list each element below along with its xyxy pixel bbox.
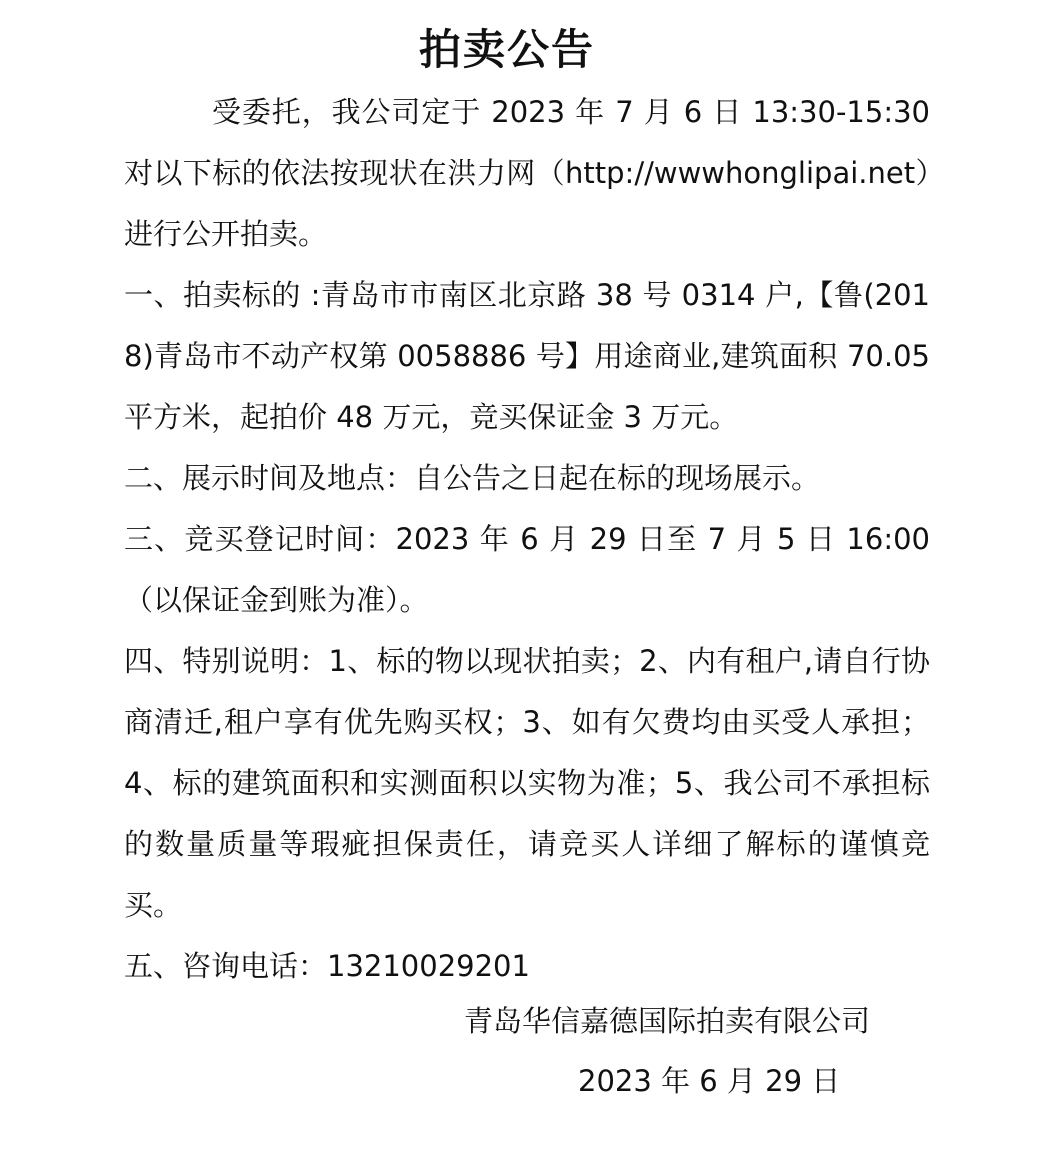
intro-paragraph: 受委托，我公司定于 2023 年 7 月 6 日 13:30-15:30 对以下标的依法按现状在洪力网（http://wwwhonglipai.net）进行公开拍卖。 [124,95,930,251]
document-body [124,82,930,997]
section-registration-time: 三、竞买登记时间：2023 年 6 月 29 日至 7 月 5 日 16:00（以保证金到账为准）。 [124,522,930,617]
document-title: 拍卖公告 [418,25,595,74]
signature-date: 2023 年 6 月 29 日 [578,1064,841,1098]
section-auction-item: 一、拍卖标的 :青岛市市南区北京路 38 号 0314 户,【鲁(2018)青岛市不动产权第 0058886 号】用途商业,建筑面积 70.05 平方米，起拍价 48 万元，竞买保证金 3 万元。 [124,278,930,434]
signature-company: 青岛华信嘉德国际拍卖有限公司 [464,1004,871,1038]
section-contact-phone: 五、咨询电话：13210029201 [124,949,530,983]
section-display-time: 二、展示时间及地点：自公告之日起在标的现场展示。 [124,461,821,495]
section-special-notes: 四、特别说明：1、标的物以现状拍卖；2、内有租户,请自行协商清迁,租户享有优先购买权；3、如有欠费均由买受人承担；4、标的建筑面积和实测面积以实物为准；5、我公司不承担标的数量质量等瑕疵担保责任，请竞买人详细了解标的谨慎竞买。 [124,644,930,922]
